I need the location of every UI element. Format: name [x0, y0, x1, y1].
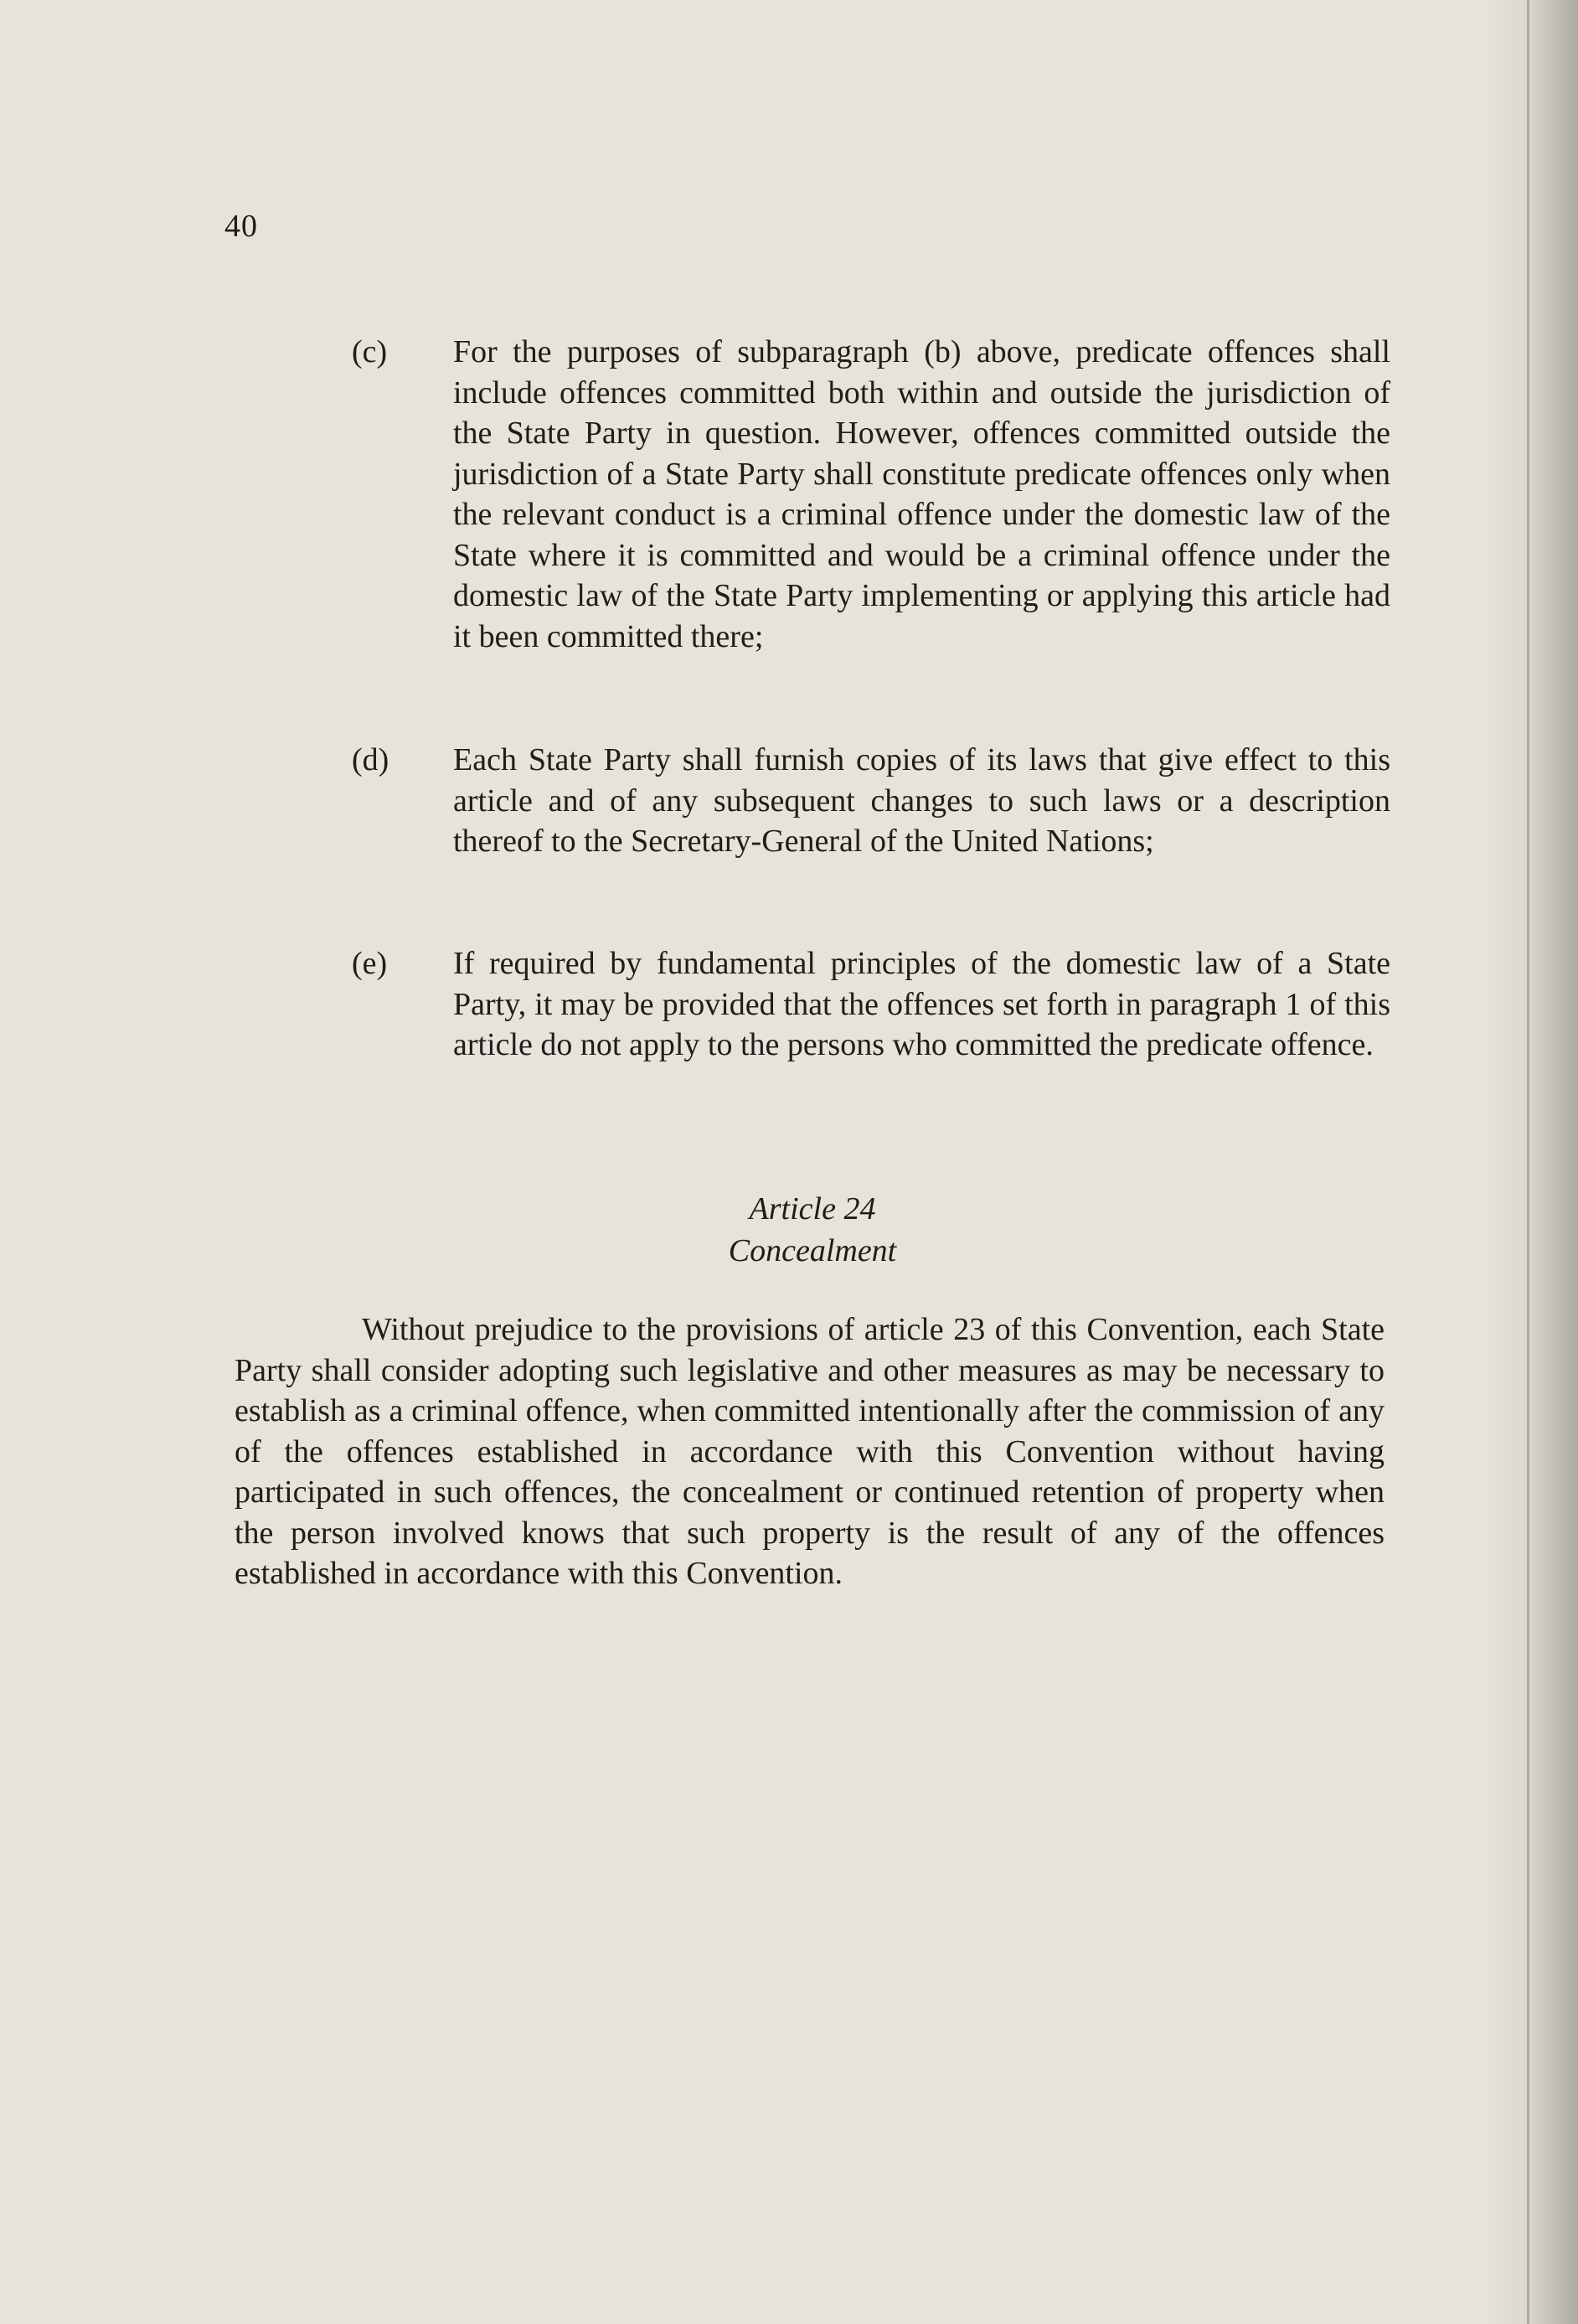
subparagraph-label: (c) — [352, 334, 388, 369]
subparagraph-label: (d) — [352, 742, 389, 777]
subparagraph-c — [352, 332, 1390, 657]
subparagraph-e — [352, 943, 1390, 1066]
article-title: Concealment — [728, 1233, 897, 1268]
article-heading — [235, 1188, 1390, 1272]
subparagraph-text: Each State Party shall furnish copies of its laws that give effect to this article and of any subsequent changes to such laws or a description thereof to the Secretary-General of the United Nations; — [453, 742, 1390, 859]
page-gutter-shadow — [1486, 0, 1578, 2324]
subparagraph-label: (e) — [352, 946, 388, 981]
subparagraph-d — [352, 740, 1390, 862]
article-body: Without prejudice to the provisions of article 23 of this Convention, each State Party shall consider adopting such legislative and other measures as may be necessary to establish as a criminal offence, when committed intentionally after the commission of any of the offences established in accordance with this Convention without having participated in such offences, the concealment or continued retention of property when the person involved knows that such property is the result of any of the offences established in accordance with this Convention. — [235, 1312, 1385, 1591]
page-edge — [1527, 0, 1529, 2324]
article-number: Article 24 — [749, 1191, 876, 1227]
subparagraph-text: For the purposes of subparagraph (b) above, predicate offences shall include offences committed both within and outside the jurisdiction of the State Party in question. However, offences committed outside the jurisdiction of a State Party shall constitute predicate offences only when the relevant conduct is a criminal offence under the domestic law of the State where it is committed and would be a criminal offence under the domestic law of the State Party implementing or applying this article had it been committed there; — [453, 334, 1390, 654]
page-number: 40 — [224, 209, 258, 244]
subparagraph-text: If required by fundamental principles of the domestic law of a State Party, it may be provided that the offences set forth in paragraph 1 of this article do not apply to the persons who committed the predicate offence. — [453, 946, 1390, 1062]
